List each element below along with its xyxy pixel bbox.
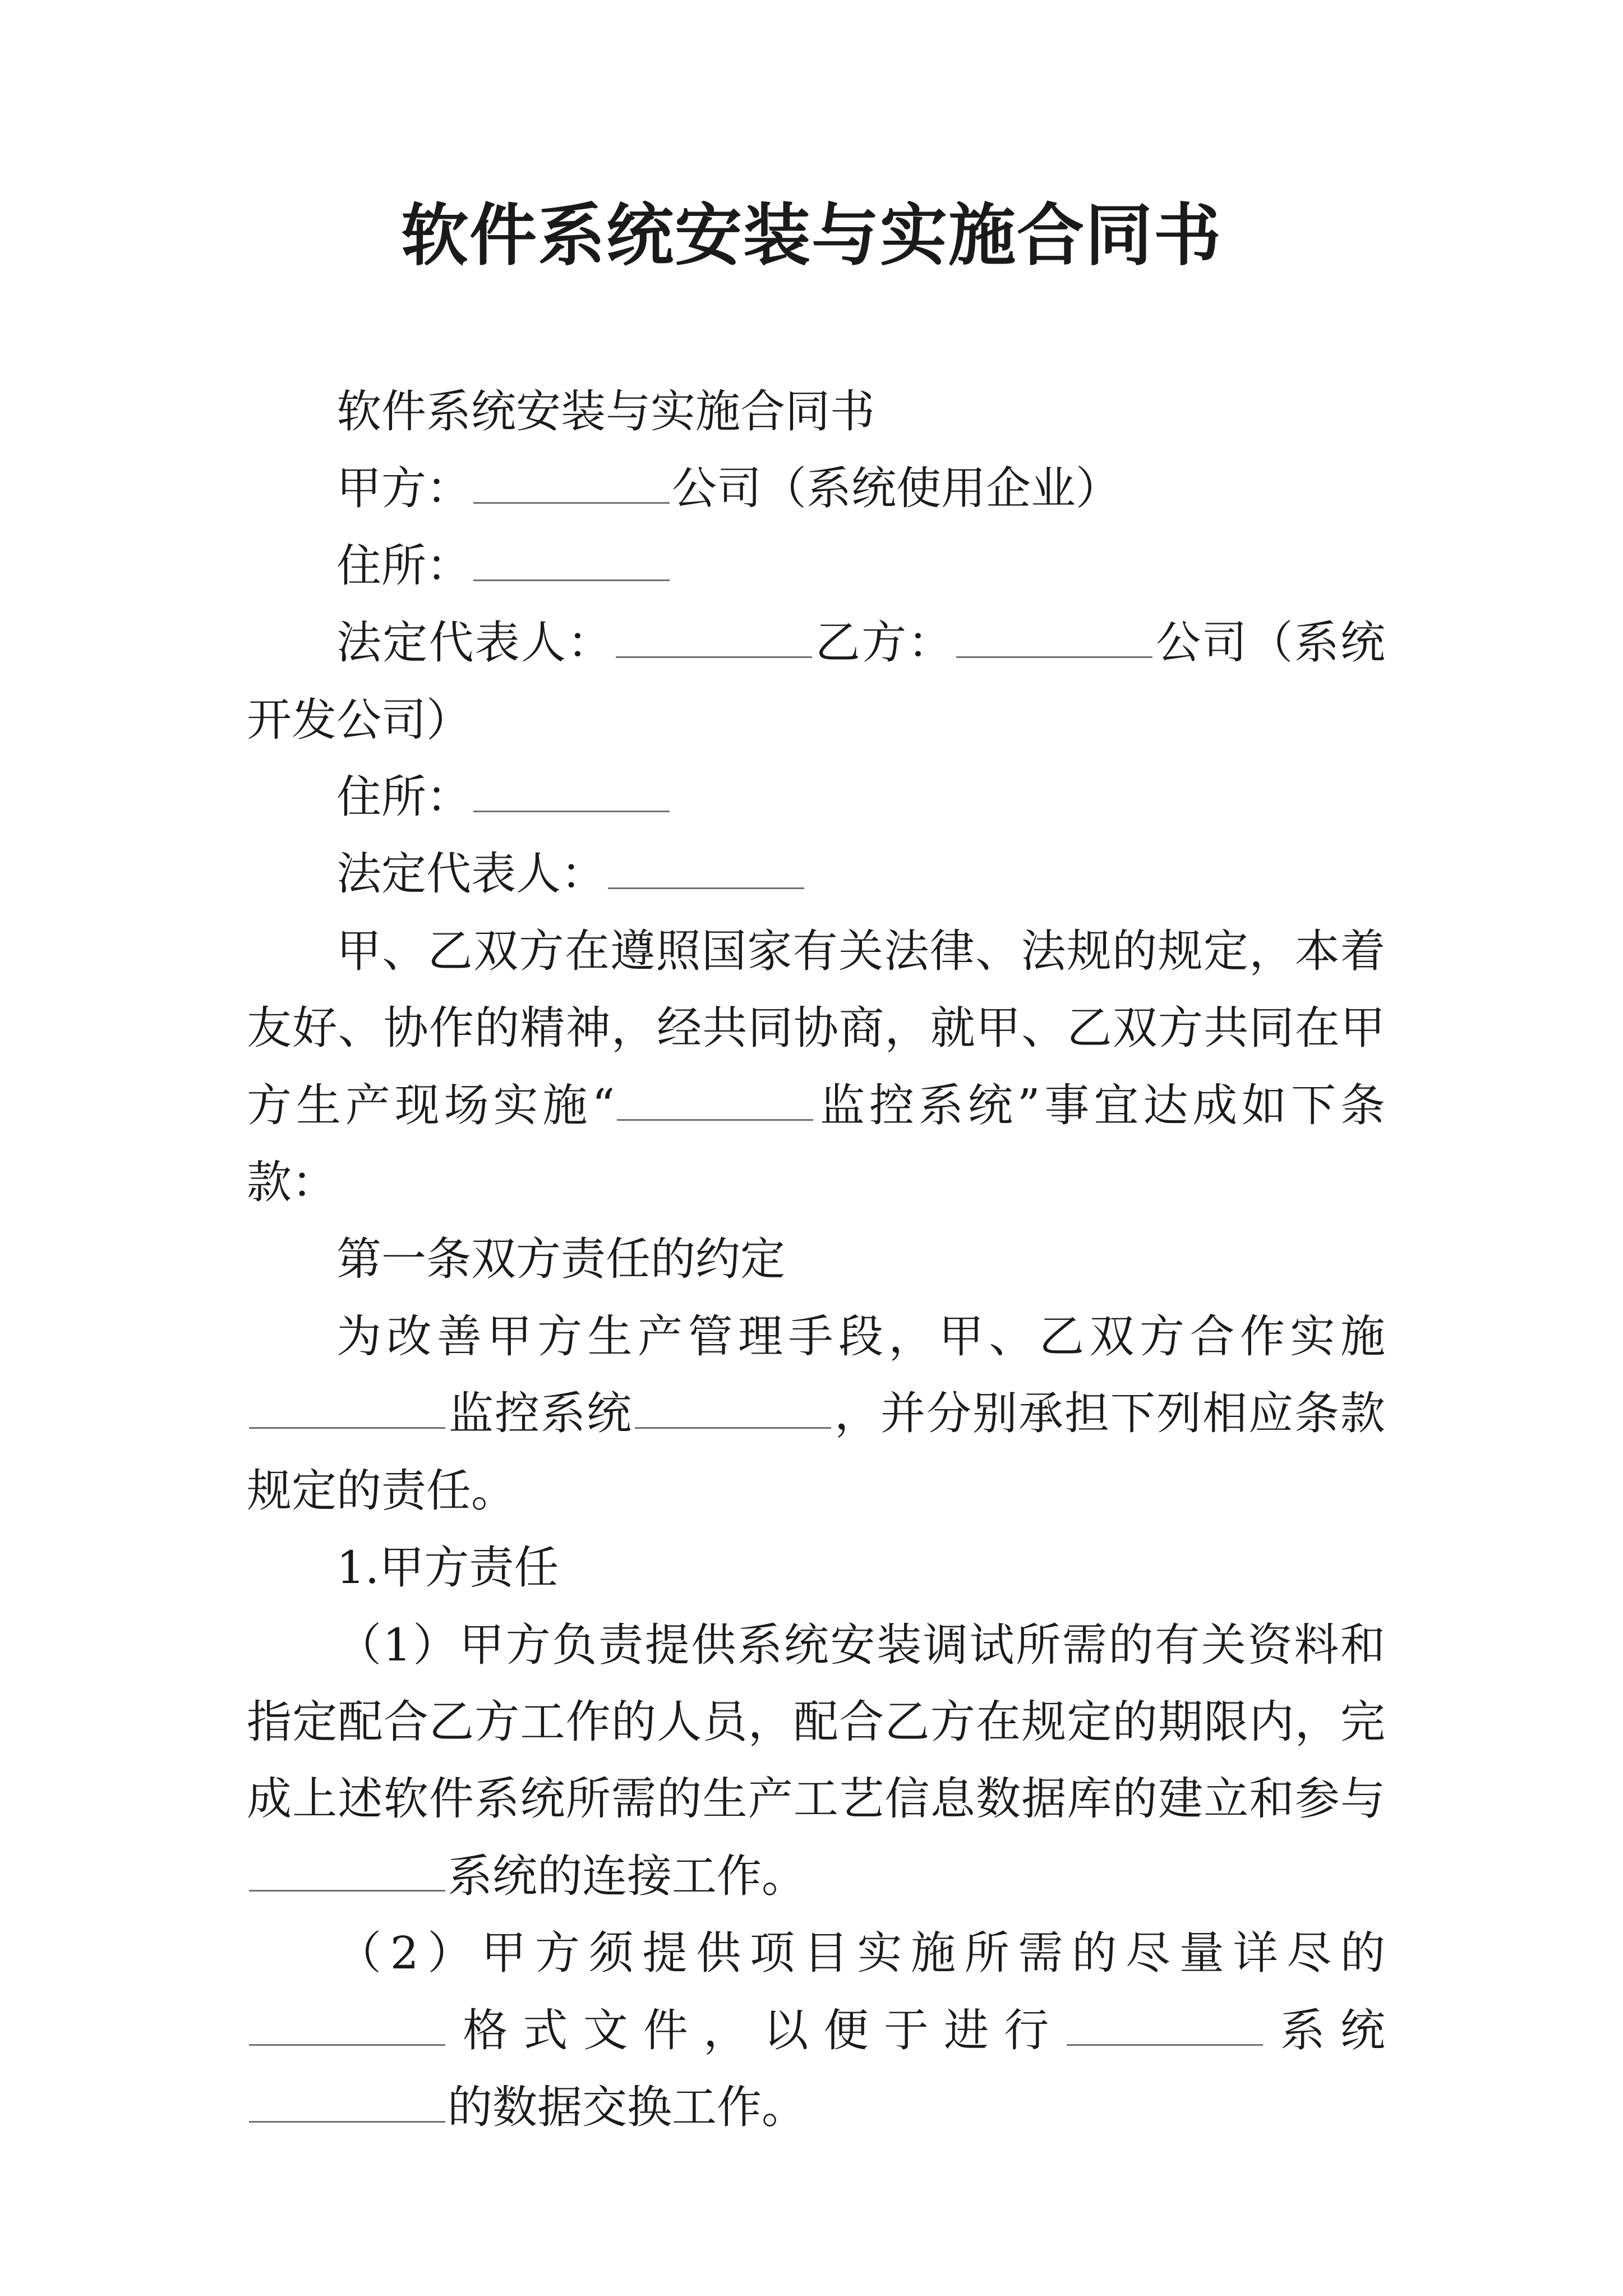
party-b-label: 乙方： (814, 616, 954, 669)
item-2-text-4: 的数据交换工作。 (448, 2081, 806, 2133)
party-a-address-blank (473, 536, 670, 581)
article-1-text-2: 监控系统 (448, 1387, 633, 1440)
party-a-rep-line (247, 604, 1385, 758)
preamble-paragraph (247, 913, 1385, 1221)
item-1-text-2: 系统的连接工作。 (448, 1849, 806, 1902)
section-1-title (247, 1529, 1385, 1606)
preamble-text-2: 监控系统”事宜达成如下条款： (247, 1079, 1385, 1209)
party-a-rep-label: 法定代表人： (336, 616, 614, 669)
party-b-rep-label: 法定代表人： (336, 848, 606, 900)
party-b-address-line (247, 758, 1385, 835)
item-2-blank-1 (249, 2000, 445, 2046)
section-1-title-text: 1.甲方责任 (336, 1542, 559, 1594)
party-a-suffix: 公司（系统使用企业） (672, 462, 1121, 515)
party-a-address-label: 住所： (336, 539, 471, 592)
party-b-suffix: 公司（系统开发公司） (247, 616, 1386, 746)
article-1-blank-1 (249, 1383, 445, 1429)
party-a-address-line (247, 527, 1385, 604)
item-1-text-1: （1）甲方负责提供系统安装调试所需的有关资料和指定配合乙方工作的人员，配合乙方在规定的期限内，完成上述软件系统所需的生产工艺信息数据库的建立和参与 (247, 1618, 1385, 1825)
document-body (247, 373, 1385, 2146)
preamble-text-1: 甲、乙双方在遵照国家有关法律、法规的规定，本着友好、协作的精神，经共同协商，就甲、乙双方共同在甲方生产现场实施“ (247, 924, 1385, 1131)
heading-repeat (247, 373, 1385, 450)
preamble-system-blank (617, 1075, 813, 1121)
article-1-title-text: 第一条双方责任的约定 (336, 1233, 785, 1286)
item-2-text-3: 系统 (1265, 2004, 1386, 2056)
item-1-blank (249, 1846, 445, 1892)
party-a-rep-blank (616, 613, 812, 658)
article-1-blank-2 (635, 1383, 831, 1429)
article-1-text-1: 为改善甲方生产管理手段，甲、乙双方合作实施 (336, 1310, 1385, 1363)
party-b-name-blank (956, 613, 1152, 658)
item-2-text-1: （2）甲方须提供项目实施所需的尽量详尽的 (336, 1927, 1385, 1980)
article-1-paragraph (247, 1298, 1385, 1529)
party-a-label: 甲方： (336, 462, 471, 515)
heading-repeat-text: 软件系统安装与实施合同书 (336, 385, 875, 438)
article-1-text-3: ，并分别承担下列相应条款规定的责任。 (247, 1387, 1385, 1517)
document-title: 软件系统安装与实施合同书 (401, 196, 1222, 275)
party-a-line (247, 450, 1385, 527)
section-1-item-2 (247, 1915, 1385, 2146)
party-b-rep-line (247, 835, 1385, 912)
item-2-blank-2 (1067, 2000, 1263, 2046)
party-b-rep-blank (608, 844, 804, 889)
party-b-address-label: 住所： (336, 771, 471, 823)
party-a-name-blank (473, 458, 670, 504)
section-1-item-1 (247, 1607, 1385, 1915)
item-2-text-2: 格式文件，以便于进行 (448, 2004, 1064, 2056)
item-2-blank-3 (249, 2077, 445, 2123)
party-b-address-blank (473, 767, 670, 812)
article-1-title (247, 1221, 1385, 1297)
